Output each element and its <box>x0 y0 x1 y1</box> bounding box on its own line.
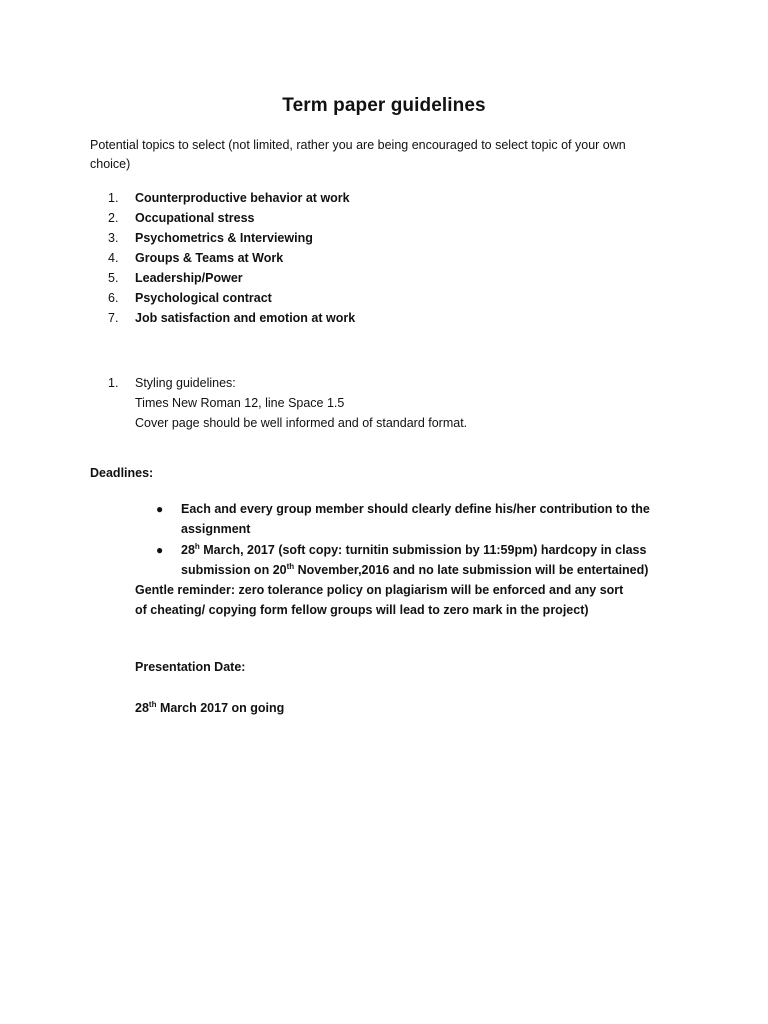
list-item <box>108 208 355 228</box>
bullet-text: November,2016 and no late submission will be entertained) <box>294 563 649 577</box>
list-item <box>108 188 355 208</box>
bullet-icon: ● <box>156 502 164 516</box>
list-number: 7. <box>108 311 119 325</box>
topic-text: Leadership/Power <box>135 271 243 285</box>
topic-list <box>108 188 355 328</box>
presentation-date <box>135 701 284 715</box>
intro-paragraph: Potential topics to select (not limited, rather you are being encouraged to select topic of your own choice) <box>90 138 626 171</box>
presentation-heading: Presentation Date: <box>135 660 246 674</box>
date-day: 28 <box>135 701 149 715</box>
styling-guidelines <box>108 373 467 433</box>
deadlines-heading: Deadlines: <box>90 466 154 480</box>
list-item <box>108 288 355 308</box>
topic-text: Groups & Teams at Work <box>135 251 284 265</box>
list-item <box>154 499 654 539</box>
date-day: 28 <box>181 543 195 557</box>
topic-text: Counterproductive behavior at work <box>135 191 350 205</box>
font-guideline: Times New Roman 12, line Space 1.5 <box>135 396 345 410</box>
list-number: 2. <box>108 211 119 225</box>
list-number: 6. <box>108 291 119 305</box>
date-suffix: th <box>286 561 295 571</box>
bullet-text: March, 2017 (soft copy: turnitin submission by 11:59pm) hardcopy in class submission on <box>181 543 647 577</box>
list-number: 1. <box>108 191 119 205</box>
bullet-text: Each and every group member should clearly define his/her contribution to the assignment <box>181 502 650 536</box>
list-number: 3. <box>108 231 119 245</box>
deadline-bullets <box>154 499 654 581</box>
list-item <box>108 308 355 328</box>
list-item <box>108 268 355 288</box>
page-title: Term paper guidelines <box>282 95 486 116</box>
topic-text: Occupational stress <box>135 211 255 225</box>
styling-heading: Styling guidelines: <box>135 376 236 390</box>
list-number: 5. <box>108 271 119 285</box>
plagiarism-reminder: Gentle reminder: zero tolerance policy on plagiarism will be enforced and any sort of cheating/ copying form fellow groups will lead to zero mark in the project) <box>135 583 624 617</box>
date-suffix: h <box>194 541 200 551</box>
styling-heading-line <box>108 373 467 393</box>
topic-text: Job satisfaction and emotion at work <box>135 311 356 325</box>
date-day: 20 <box>272 563 287 577</box>
list-number: 1. <box>108 376 119 390</box>
topic-text: Psychometrics & Interviewing <box>135 231 313 245</box>
list-item <box>154 540 654 580</box>
cover-guideline: Cover page should be well informed and of standard format. <box>135 416 468 430</box>
list-number: 4. <box>108 251 119 265</box>
topic-text: Psychological contract <box>135 291 272 305</box>
date-text: March 2017 on going <box>156 701 285 715</box>
bullet-icon: ● <box>156 543 164 557</box>
list-item <box>108 228 355 248</box>
list-item <box>108 248 355 268</box>
date-suffix: th <box>148 699 157 709</box>
